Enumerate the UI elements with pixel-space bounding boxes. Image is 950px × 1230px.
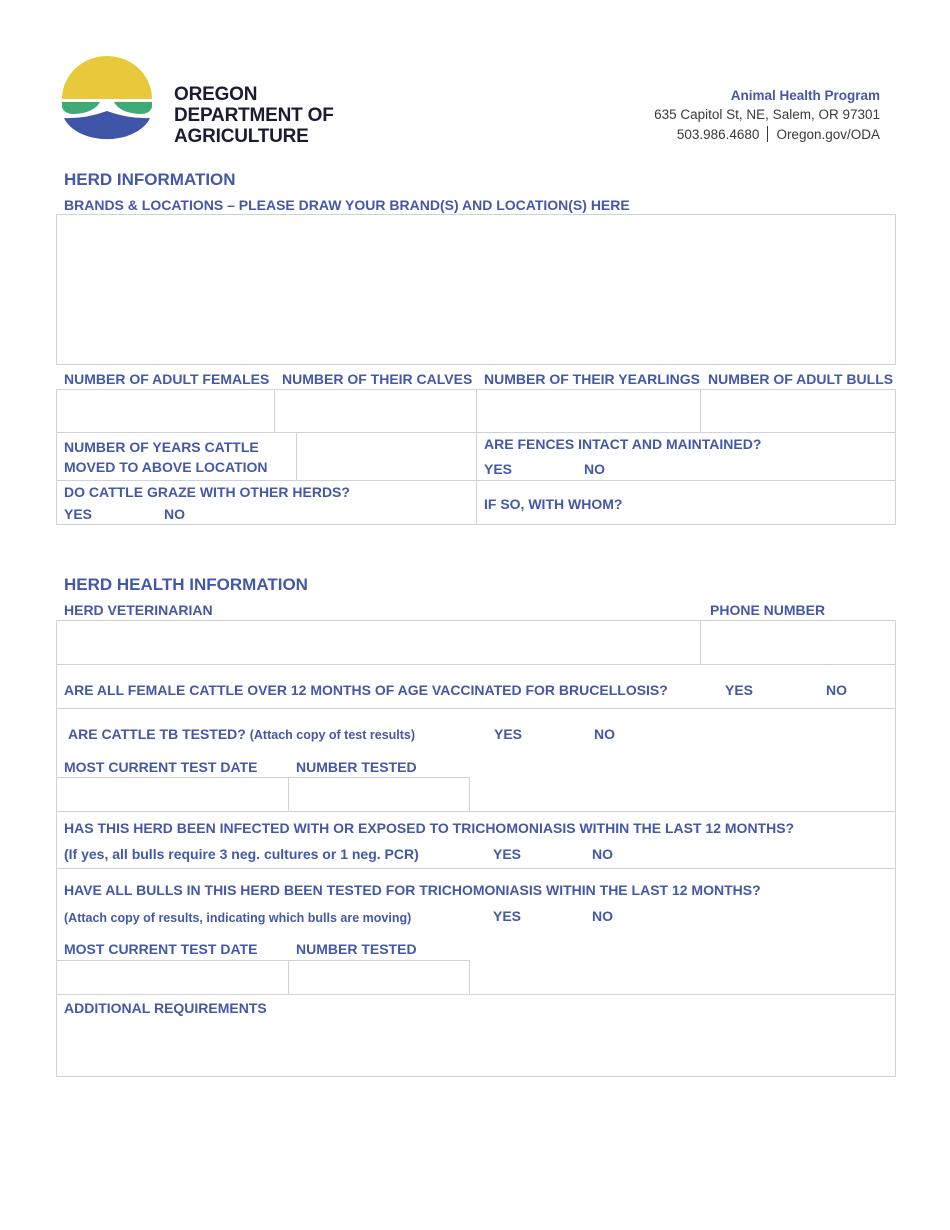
divider <box>56 708 896 709</box>
brucellosis-question: ARE ALL FEMALE CATTLE OVER 12 MONTHS OF AGE VACCINATED FOR BRUCELLOSIS? <box>64 682 668 698</box>
divider <box>56 620 57 1077</box>
adult-females-input[interactable] <box>57 390 274 432</box>
trich-number-tested-label: NUMBER TESTED <box>296 941 417 957</box>
trich-test-date-label: MOST CURRENT TEST DATE <box>64 941 258 957</box>
veterinarian-input[interactable] <box>57 621 700 664</box>
veterinarian-label: HERD VETERINARIAN <box>64 602 213 618</box>
divider <box>56 1076 896 1077</box>
trich-tested-yes-option[interactable]: YES <box>493 908 522 924</box>
graze-question: DO CATTLE GRAZE WITH OTHER HERDS? <box>64 484 350 500</box>
brands-locations-label: BRANDS & LOCATIONS – PLEASE DRAW YOUR BRAND(S) AND LOCATION(S) HERE <box>64 197 630 213</box>
divider <box>56 994 896 995</box>
trich-exposed-no-option[interactable]: NO <box>592 846 613 862</box>
years-moved-label-line1: NUMBER OF YEARS CATTLE <box>64 439 259 455</box>
additional-requirements-input[interactable] <box>57 1020 895 1076</box>
their-yearlings-label: NUMBER OF THEIR YEARLINGS <box>484 371 700 387</box>
address: 635 Capitol St, NE, Salem, OR 97301 <box>654 107 880 122</box>
program-name: Animal Health Program <box>730 88 880 103</box>
tb-number-tested-input[interactable] <box>289 778 469 811</box>
trich-tested-note: (Attach copy of results, indicating which bulls are moving) <box>64 911 412 925</box>
tb-no-option[interactable]: NO <box>594 726 615 742</box>
phone-text: 503.986.4680 <box>676 127 760 142</box>
trich-exposed-note: (If yes, all bulls require 3 neg. cultures or 1 neg. PCR) <box>64 846 419 862</box>
divider <box>895 620 896 1077</box>
trich-test-date-input[interactable] <box>57 961 288 994</box>
adult-bulls-input[interactable] <box>701 390 895 432</box>
with-whom-input[interactable] <box>640 483 895 524</box>
divider <box>895 389 896 525</box>
phone-number-label: PHONE NUMBER <box>710 602 826 618</box>
trich-number-tested-input[interactable] <box>289 961 469 994</box>
org-name-line2: DEPARTMENT OF <box>174 105 334 126</box>
brucellosis-yes-option[interactable]: YES <box>725 682 754 698</box>
fences-yes-option[interactable]: YES <box>484 461 513 477</box>
fences-question: ARE FENCES INTACT AND MAINTAINED? <box>484 436 762 452</box>
oda-logo-icon <box>60 55 154 145</box>
brands-drawing-area[interactable] <box>56 214 896 365</box>
brucellosis-no-option[interactable]: NO <box>826 682 847 698</box>
phone-number-input[interactable] <box>701 621 895 664</box>
additional-requirements-label: ADDITIONAL REQUIREMENTS <box>64 1000 267 1016</box>
their-calves-label: NUMBER OF THEIR CALVES <box>282 371 473 387</box>
tb-test-date-label: MOST CURRENT TEST DATE <box>64 759 258 775</box>
trich-exposed-yes-option[interactable]: YES <box>493 846 522 862</box>
org-name-line3: AGRICULTURE <box>174 126 309 147</box>
trich-tested-no-option[interactable]: NO <box>592 908 613 924</box>
their-calves-input[interactable] <box>275 390 476 432</box>
years-moved-input[interactable] <box>297 433 476 480</box>
tb-question: ARE CATTLE TB TESTED? <box>68 726 246 742</box>
tb-test-date-input[interactable] <box>57 778 288 811</box>
contact-line <box>677 126 880 142</box>
divider <box>469 777 470 811</box>
herd-info-title: HERD INFORMATION <box>64 170 236 189</box>
years-moved-label-line2: MOVED TO ABOVE LOCATION <box>64 459 268 475</box>
herd-health-title: HERD HEALTH INFORMATION <box>64 575 308 594</box>
with-whom-label: IF SO, WITH WHOM? <box>484 496 623 512</box>
separator <box>767 126 768 142</box>
website-text: Oregon.gov/ODA <box>776 127 880 142</box>
trich-tested-question: HAVE ALL BULLS IN THIS HERD BEEN TESTED FOR TRICHOMONIASIS WITHIN THE LAST 12 MONTHS? <box>64 882 761 898</box>
divider <box>469 960 470 994</box>
their-yearlings-input[interactable] <box>477 390 700 432</box>
org-name-line1: OREGON <box>174 84 258 105</box>
divider <box>56 664 896 665</box>
adult-females-label: NUMBER OF ADULT FEMALES <box>64 371 270 387</box>
divider <box>56 868 896 869</box>
tb-question-line <box>68 726 415 743</box>
fences-no-option[interactable]: NO <box>584 461 605 477</box>
tb-note: (Attach copy of test results) <box>249 728 416 742</box>
graze-yes-option[interactable]: YES <box>64 506 93 522</box>
graze-no-option[interactable]: NO <box>164 506 185 522</box>
trich-tested-note-line <box>64 909 411 926</box>
trich-exposed-question: HAS THIS HERD BEEN INFECTED WITH OR EXPOSED TO TRICHOMONIASIS WITHIN THE LAST 12 MONTHS? <box>64 820 795 836</box>
tb-yes-option[interactable]: YES <box>494 726 523 742</box>
adult-bulls-label: NUMBER OF ADULT BULLS <box>708 371 894 387</box>
divider <box>56 811 896 812</box>
tb-number-tested-label: NUMBER TESTED <box>296 759 417 775</box>
